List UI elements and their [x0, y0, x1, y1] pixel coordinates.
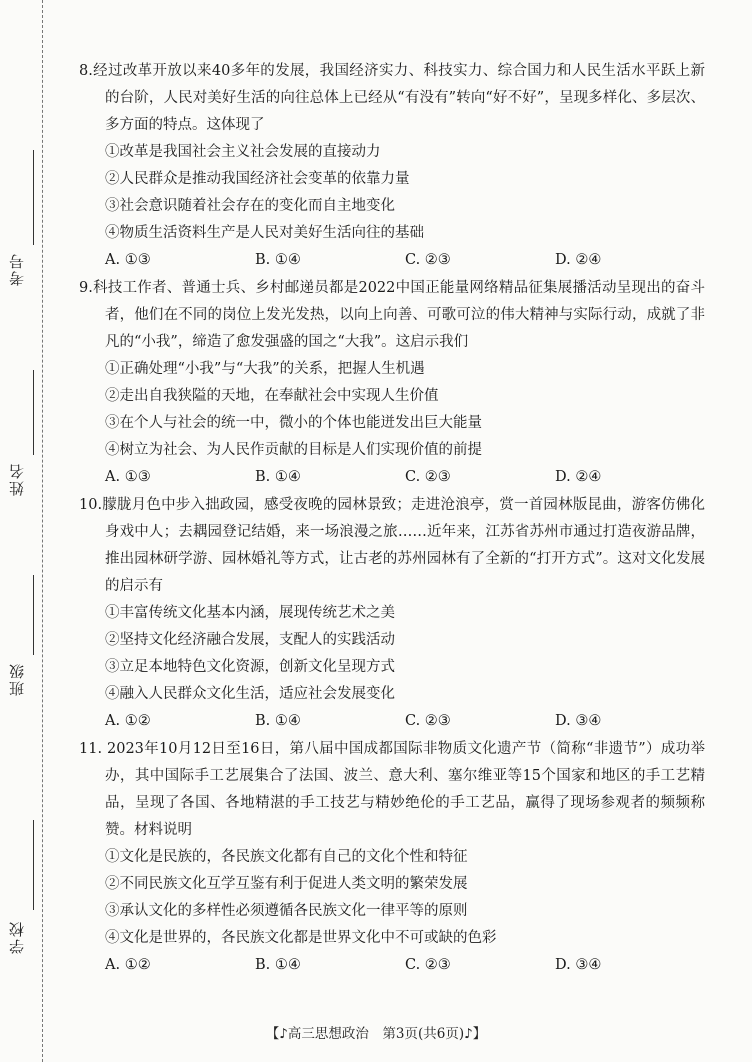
choice-c: C. ②③: [405, 469, 451, 485]
xingming-write-line: [33, 370, 34, 455]
option-3: ③立足本地特色文化资源，创新文化呈现方式: [105, 659, 395, 675]
answer-choices: [105, 952, 705, 978]
choice-a: A. ①②: [105, 957, 151, 973]
question-11: [79, 736, 705, 978]
choice-b: B. ①④: [255, 957, 301, 973]
side-label-xuexiao: 学校: [8, 920, 26, 954]
choice-b: B. ①④: [255, 252, 301, 268]
option-1: ①丰富传统文化基本内涵，展现传统艺术之美: [105, 605, 395, 621]
option-2: ②走出自我狭隘的天地，在奉献社会中实现人生价值: [105, 388, 439, 404]
side-label-xingming: 姓名: [8, 462, 26, 496]
question-stem: 9.科技工作者、普通士兵、乡村邮递员都是2022中国正能量网络精品征集展播活动呈现出的奋斗者，他们在不同的岗位上发光发热，以向上向善、可歌可泣的伟大精神与实际行动，成就了非凡的“小我”，缔造了愈发强盛的国之“大我”。这启示我们: [79, 280, 705, 350]
option-2: ②不同民族文化互学互鉴有利于促进人类文明的繁荣发展: [105, 876, 468, 892]
questions-area: [79, 58, 705, 980]
choice-a: A. ①③: [105, 252, 151, 268]
side-label-kaohao: 考号: [8, 252, 26, 286]
question-9: [79, 275, 705, 490]
option-2: ②坚持文化经济融合发展，支配人的实践活动: [105, 632, 395, 648]
choice-a: A. ①②: [105, 713, 151, 729]
answer-choices: [105, 464, 705, 490]
answer-choices: [105, 708, 705, 734]
question-stem: 10.朦胧月色中步入拙政园，感受夜晚的园林景致；走进沧浪亭，赏一首园林版昆曲，游客仿佛化身戏中人；去耦园登记结婚，来一场浪漫之旅……近年来，江苏省苏州市通过打造夜游品牌，推出园林研学游、园林婚礼等方式，让古老的苏州园林有了全新的“打开方式”。这对文化发展的启示有: [79, 497, 705, 594]
choice-c: C. ②③: [405, 957, 451, 973]
xuexiao-write-line: [33, 820, 34, 910]
choice-a: A. ①③: [105, 469, 151, 485]
answer-choices: [105, 247, 705, 273]
question-stem: 8.经过改革开放以来40多年的发展，我国经济实力、科技实力、综合国力和人民生活水平跃上新的台阶，人民对美好生活的向往总体上已经从“有没有”转向“好不好”，呈现多样化、多层次、多方面的特点。这体现了: [79, 63, 705, 133]
option-3: ③在个人与社会的统一中，微小的个体也能迸发出巨大能量: [105, 415, 482, 431]
choice-c: C. ②③: [405, 713, 451, 729]
choice-d: D. ③④: [555, 713, 602, 729]
option-4: ④融入人民群众文化生活，适应社会发展变化: [105, 686, 395, 702]
choice-b: B. ①④: [255, 713, 301, 729]
option-3: ③社会意识随着社会存在的变化而自主地变化: [105, 198, 395, 214]
choice-d: D. ②④: [555, 469, 602, 485]
kaohao-write-line: [33, 150, 34, 245]
option-4: ④文化是世界的，各民族文化都是世界文化中不可或缺的色彩: [105, 930, 497, 946]
choice-d: D. ③④: [555, 957, 602, 973]
question-8: [79, 58, 705, 273]
option-2: ②人民群众是推动我国经济社会变革的依靠力量: [105, 171, 410, 187]
option-1: ①文化是民族的，各民族文化都有自己的文化个性和特征: [105, 849, 468, 865]
choice-d: D. ②④: [555, 252, 602, 268]
choice-b: B. ①④: [255, 469, 301, 485]
question-10: [79, 492, 705, 734]
banji-write-line: [33, 575, 34, 655]
binding-margin-line: [42, 0, 43, 1062]
option-4: ④树立为社会、为人民作贡献的目标是人们实现价值的前提: [105, 442, 482, 458]
question-stem: 11. 2023年10月12日至16日，第八届中国成都国际非物质文化遗产节（简称“非遗节”）成功举办，其中国际手工艺展集合了法国、波兰、意大利、塞尔维亚等15个国家和地区的手工艺精品，呈现了各国、各地精湛的手工技艺与精妙绝伦的手工艺品，赢得了现场参观者的频频称赞。材料说明: [79, 741, 705, 838]
side-label-banji: 班级: [8, 662, 26, 696]
option-3: ③承认文化的多样性必须遵循各民族文化一律平等的原则: [105, 903, 468, 919]
page-footer: 【♪高三思想政治 第3页(共6页)♪】: [265, 1026, 487, 1042]
option-1: ①正确处理“小我”与“大我”的关系，把握人生机遇: [105, 361, 425, 377]
option-4: ④物质生活资料生产是人民对美好生活向往的基础: [105, 225, 424, 241]
option-1: ①改革是我国社会主义社会发展的直接动力: [105, 144, 381, 160]
choice-c: C. ②③: [405, 252, 451, 268]
